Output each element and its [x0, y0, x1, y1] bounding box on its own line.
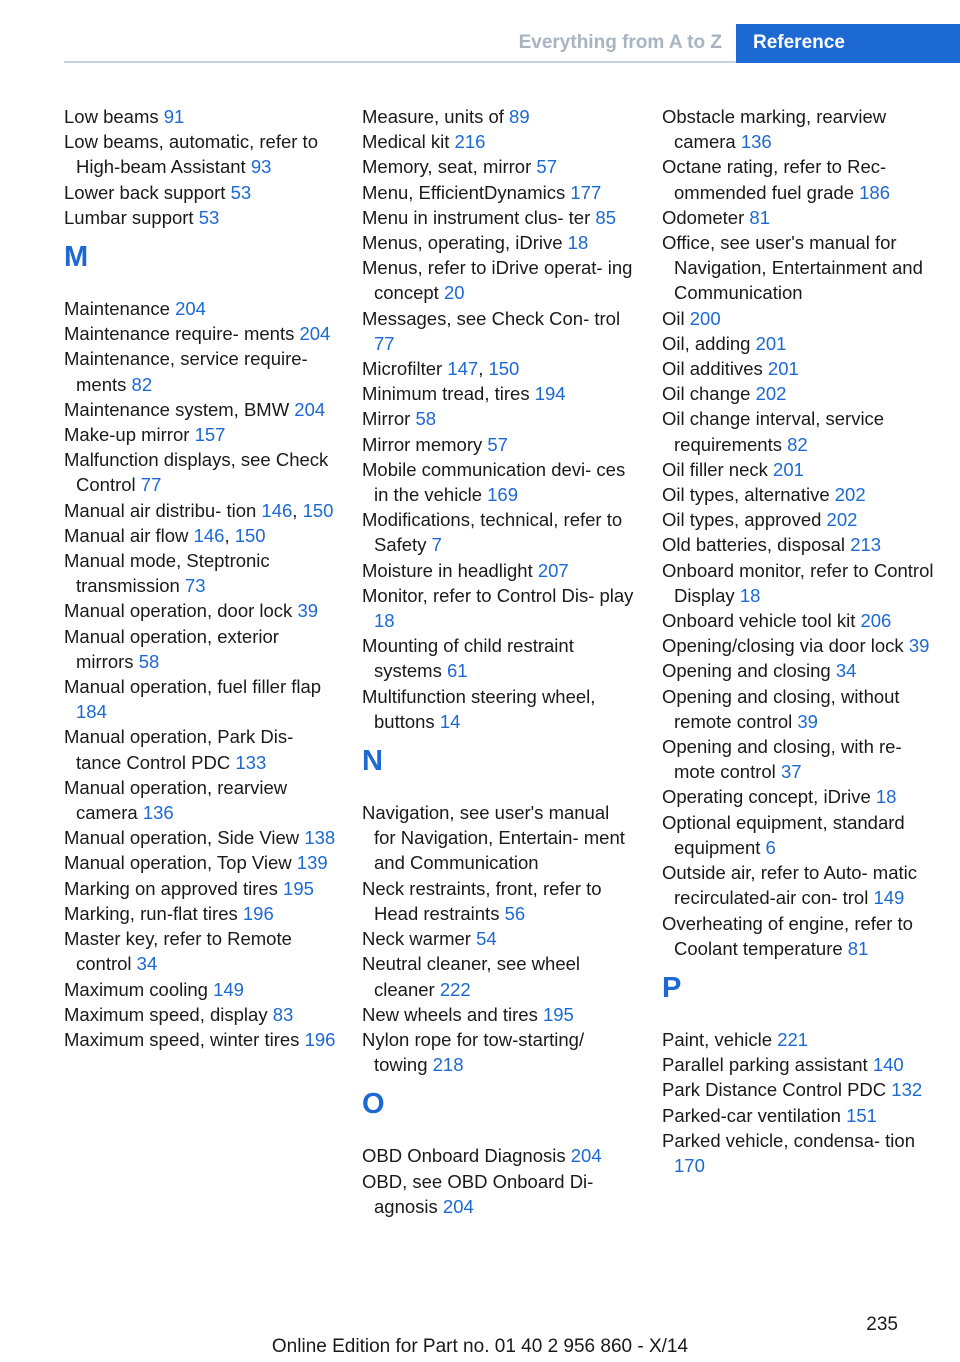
index-entry: [662, 457, 938, 482]
index-entry-text: Oil change: [662, 383, 751, 405]
page-link[interactable]: 140: [872, 1054, 904, 1076]
index-entry-text: Manual operation, Park Dis‐ tance Control PDC: [64, 726, 294, 773]
page-link[interactable]: 77: [140, 474, 162, 496]
index-entry: [662, 558, 938, 608]
page-link[interactable]: 201: [755, 332, 787, 354]
index-entry: [662, 684, 938, 734]
index-entry: [662, 1128, 938, 1178]
page-link[interactable]: 221: [777, 1028, 809, 1050]
page-link[interactable]: 201: [767, 358, 799, 380]
page-link[interactable]: 93: [250, 156, 272, 178]
index-entry: Microfilter 147, 150: [362, 358, 520, 380]
index-entry-text: Opening and closing: [662, 660, 831, 682]
page-link[interactable]: 184: [76, 701, 107, 723]
page-link[interactable]: 177: [570, 181, 602, 203]
index-entry: [662, 104, 938, 154]
index-entry-text: Minimum tread, tires: [362, 383, 530, 405]
page-link[interactable]: 204: [294, 398, 326, 420]
index-entry-text: Onboard monitor, refer to Control Display: [662, 559, 934, 606]
index-entry-text: Neck restraints, front, refer to Head restraints: [362, 877, 602, 924]
index-entry-text: Oil types, alternative: [662, 484, 830, 506]
page-link[interactable]: 34: [835, 660, 857, 682]
page-link[interactable]: 58: [138, 650, 160, 672]
index-entry-text: Menus, operating, iDrive: [362, 232, 563, 254]
index-entry: [64, 180, 336, 205]
index-column-3: [662, 104, 938, 1178]
index-entry: [64, 422, 336, 447]
page-link[interactable]: 207: [537, 559, 569, 581]
index-entry: [64, 825, 336, 850]
index-entry: [662, 154, 938, 204]
index-entry-text: Mirror memory: [362, 433, 483, 455]
index-entry: [662, 860, 938, 910]
page-link[interactable]: 6: [765, 836, 776, 858]
page-link[interactable]: 202: [834, 484, 866, 506]
index-entry-text: Odometer: [662, 206, 745, 228]
page-link[interactable]: 77: [374, 332, 395, 354]
index-entry: [362, 1143, 634, 1168]
index-entry: [362, 633, 634, 683]
page-link[interactable]: 149: [213, 978, 244, 1000]
index-entry-text: Make-up mirror: [64, 424, 190, 446]
footer-edition: Online Edition for Part no. 01 40 2 956 860 - X/14: [271, 1336, 689, 1357]
index-entry: [64, 926, 336, 976]
index-entry: [64, 205, 336, 230]
page-link[interactable]: 139: [296, 852, 328, 874]
index-entry-text: Manual air flow: [64, 524, 189, 546]
index-entry: [362, 104, 634, 129]
index-entry-text: Navigation, see user's manual for Navigation, Entertain‐ ment and Communication: [362, 802, 625, 874]
index-letter-heading: P: [662, 971, 682, 1004]
index-entry-text: New wheels and tires: [362, 1003, 538, 1025]
index-entry: [362, 926, 634, 951]
index-entry: [662, 1077, 938, 1102]
index-entry: [662, 306, 938, 331]
index-entry: [662, 205, 938, 230]
page-number: 235: [866, 1314, 898, 1335]
page-link[interactable]: 218: [432, 1054, 464, 1076]
page-link[interactable]: 133: [235, 751, 267, 773]
page-link[interactable]: 89: [509, 106, 530, 127]
index-entry: [362, 180, 634, 205]
index-entry-text: OBD Onboard Diagnosis: [362, 1145, 566, 1167]
index-entry-text: Messages, see Check Con‐ trol: [362, 307, 621, 329]
index-letter-heading: M: [64, 241, 89, 274]
index-entry-text: Manual air distribu‐ tion: [64, 499, 257, 521]
page-link[interactable]: 169: [487, 484, 518, 506]
index-letter-heading: N: [362, 745, 383, 778]
index-entry: [64, 901, 336, 926]
page-link[interactable]: 81: [749, 206, 770, 228]
index-entry: [362, 154, 634, 179]
index-entry: [64, 296, 336, 321]
page-link[interactable]: 136: [740, 131, 772, 153]
page-link[interactable]: 14: [439, 710, 461, 732]
page-link[interactable]: 147: [447, 358, 479, 380]
index-entry-text: Manual operation, Top View: [64, 852, 292, 874]
index-entry: [64, 624, 336, 674]
index-entry: [662, 381, 938, 406]
index-entry: [64, 977, 336, 1002]
page-link[interactable]: 138: [304, 827, 336, 849]
page-link[interactable]: 54: [476, 928, 497, 950]
page-link[interactable]: 18: [374, 610, 395, 632]
page-link[interactable]: 195: [542, 1003, 574, 1025]
index-entry: [64, 321, 336, 346]
index-entry: Manual air flow 146, 150: [64, 524, 266, 546]
page-link[interactable]: 57: [536, 156, 557, 178]
index-entry-text: OBD, see OBD Onboard Di‐ agnosis: [362, 1170, 594, 1217]
index-entry-text: Microfilter: [362, 358, 443, 380]
page-link[interactable]: 146: [193, 524, 225, 546]
index-entry: [662, 734, 938, 784]
page-link[interactable]: 204: [570, 1145, 602, 1167]
index-entry: [662, 658, 938, 683]
index-entry-text: Menu, EfficientDynamics: [362, 181, 566, 203]
index-letter-heading: O: [362, 1088, 385, 1121]
page-link[interactable]: 150: [302, 499, 334, 521]
index-entry-text: Opening and closing, without remote control: [662, 685, 900, 732]
index-entry: [362, 951, 634, 1001]
index-entry: [362, 230, 634, 255]
index-entry-text: Measure, units of: [362, 106, 504, 127]
index-entry-text: Lower back support: [64, 181, 226, 203]
index-entry-text: Operating concept, iDrive: [662, 786, 871, 808]
page-link[interactable]: 206: [860, 610, 892, 632]
index-entry: [362, 432, 634, 457]
index-entry-text: Master key, refer to Remote control: [64, 928, 292, 975]
page-link[interactable]: 73: [184, 575, 206, 597]
page-link[interactable]: 146: [261, 499, 293, 521]
index-entry-text: Oil types, approved: [662, 509, 822, 531]
index-column-2: [362, 104, 634, 1219]
page-link[interactable]: 150: [488, 358, 520, 380]
index-entry: [64, 548, 336, 598]
index-entry-text: Maintenance system, BMW: [64, 398, 290, 420]
index-entry: [362, 507, 634, 557]
index-entry-text: Manual mode, Steptronic transmission: [64, 550, 270, 597]
index-entry: [662, 1103, 938, 1128]
header-tab-reference: Reference: [736, 24, 960, 63]
index-entry: [362, 1027, 634, 1077]
page-link[interactable]: 34: [136, 953, 158, 975]
index-entry: [362, 255, 634, 305]
index-entry-text: Maintenance require‐ ments: [64, 323, 295, 345]
index-entry-text: Optional equipment, standard equipment: [662, 811, 905, 858]
page-link[interactable]: 83: [272, 1003, 294, 1025]
index-entry: [64, 850, 336, 875]
index-entry: [64, 598, 336, 623]
page-link[interactable]: 195: [283, 877, 314, 899]
index-entry-text: Maintenance: [64, 298, 170, 320]
page-link[interactable]: 196: [242, 902, 274, 924]
index-entry: [64, 346, 336, 396]
index-entry: [362, 129, 634, 154]
index-entry-text: Parallel parking assistant: [662, 1054, 868, 1076]
index-entry-text: Maximum speed, winter tires: [64, 1028, 300, 1050]
page-link[interactable]: 170: [674, 1154, 705, 1176]
page-link[interactable]: 213: [850, 534, 882, 556]
page-link[interactable]: 85: [595, 206, 616, 228]
page-link[interactable]: 37: [780, 761, 802, 783]
page-link[interactable]: 18: [875, 786, 897, 808]
index-entry: [64, 724, 336, 774]
page-link[interactable]: 200: [689, 307, 721, 329]
index-entry-text: Opening/closing via door lock: [662, 635, 904, 657]
index-entry: [362, 1169, 634, 1219]
page-link[interactable]: 56: [504, 902, 526, 924]
index-entry: [362, 457, 634, 507]
page-link[interactable]: 216: [454, 131, 486, 153]
index-entry: [662, 507, 938, 532]
index-entry-text: Parked-car ventilation: [662, 1104, 841, 1126]
index-entry: [362, 205, 634, 230]
index-entry-text: Neutral cleaner, see wheel cleaner: [362, 953, 581, 1000]
page-link[interactable]: 18: [567, 232, 589, 254]
page-link[interactable]: 39: [797, 710, 818, 732]
index-entry: [64, 775, 336, 825]
index-entry: [662, 482, 938, 507]
index-entry-text: Overheating of engine, refer to Coolant temperature: [662, 912, 913, 959]
index-entry-text: Oil additives: [662, 358, 763, 380]
page-link[interactable]: 201: [773, 458, 804, 480]
page-link[interactable]: 204: [175, 298, 206, 320]
index-entry-text: Park Distance Control PDC: [662, 1079, 887, 1101]
index-entry-text: Old batteries, disposal: [662, 534, 846, 556]
index-entry-text: Obstacle marking, rearview camera: [662, 106, 887, 153]
index-entry: [362, 406, 634, 431]
page-link[interactable]: 194: [534, 383, 566, 405]
index-entry-text: Mobile communication devi‐ ces in the vehicle: [362, 458, 626, 506]
index-entry-text: Maximum cooling: [64, 978, 208, 1000]
page-link[interactable]: 7: [431, 534, 442, 556]
page-link[interactable]: 39: [908, 635, 930, 657]
index-entry-text: Manual operation, door lock: [64, 600, 293, 622]
index-column-1: [64, 104, 336, 1052]
page-link[interactable]: 82: [787, 433, 808, 455]
index-entry-text: Onboard vehicle tool kit: [662, 610, 856, 632]
index-entry-text: Lumbar support: [64, 206, 194, 228]
index-entry: [662, 230, 938, 306]
page-link[interactable]: 132: [891, 1079, 923, 1101]
index-entry: [64, 129, 336, 179]
page-link[interactable]: 150: [234, 524, 266, 546]
page-link[interactable]: 149: [873, 887, 905, 909]
index-entry: [362, 800, 634, 876]
index-entry-text: Memory, seat, mirror: [362, 156, 532, 178]
index-entry-text: Marking on approved tires: [64, 877, 278, 899]
index-entry-text: Marking, run-flat tires: [64, 902, 238, 924]
index-entry: [64, 104, 336, 129]
page-link[interactable]: 186: [859, 181, 890, 203]
index-entry-text: Paint, vehicle: [662, 1028, 773, 1050]
index-entry: [362, 684, 634, 734]
index-entry-text: Monitor, refer to Control Dis‐ play: [362, 584, 634, 606]
page-link[interactable]: 157: [194, 424, 226, 446]
index-entry: [362, 1002, 634, 1027]
index-entry-text: Mirror: [362, 408, 411, 430]
index-entry: [662, 633, 938, 658]
index-entry-text: Medical kit: [362, 131, 450, 153]
index-entry-text: Oil: [662, 307, 685, 329]
index-entry: [64, 397, 336, 422]
index-entry-text: Nylon rope for tow-starting/ towing: [362, 1028, 585, 1076]
page-link[interactable]: 196: [304, 1028, 336, 1050]
index-entry-text: Manual operation, rearview camera: [64, 776, 288, 824]
index-entry: [662, 532, 938, 557]
page-link[interactable]: 39: [297, 600, 319, 622]
index-entry-text: Office, see user's manual for Navigation, Entertainment and Communication: [662, 232, 923, 304]
index-entry: [362, 876, 634, 926]
index-entry: [662, 356, 938, 381]
index-entry: [662, 784, 938, 809]
index-entry: [362, 558, 634, 583]
index-entry: [64, 1027, 336, 1052]
index-entry: [362, 306, 634, 356]
page-link[interactable]: 57: [487, 433, 508, 455]
page-link[interactable]: 204: [442, 1195, 474, 1217]
index-entry-text: Manual operation, fuel filler flap: [64, 676, 322, 698]
page-link[interactable]: 61: [446, 660, 468, 682]
header-section-title: Everything from A to Z: [518, 32, 722, 53]
page-link[interactable]: 202: [755, 383, 787, 405]
page-link[interactable]: 222: [439, 978, 471, 1000]
page-link[interactable]: 18: [739, 584, 761, 606]
index-entry-text: Parked vehicle, condensa‐ tion: [662, 1129, 915, 1151]
page-link[interactable]: 53: [230, 181, 252, 203]
page-link[interactable]: 202: [826, 509, 858, 531]
index-entry: [662, 1052, 938, 1077]
index-entry-text: Oil change interval, service requirements: [662, 408, 885, 455]
index-entry-text: Malfunction displays, see Check Control: [64, 449, 329, 496]
index-entry-text: Manual operation, exterior mirrors: [64, 625, 279, 672]
index-entry-text: Maintenance, service require‐ ments: [64, 348, 308, 395]
index-entry-text: Oil, adding: [662, 332, 751, 354]
page-link[interactable]: 53: [198, 206, 220, 228]
index-entry-text: Oil filler neck: [662, 458, 768, 480]
index-entry: [662, 810, 938, 860]
index-entry-text: Opening and closing, with re‐ mote control: [662, 736, 902, 783]
index-entry-text: Mounting of child restraint systems: [362, 635, 574, 682]
index-entry-text: Moisture in headlight: [362, 559, 533, 581]
index-entry-text: Multifunction steering wheel, buttons: [362, 685, 596, 732]
page-link[interactable]: 82: [131, 373, 153, 395]
index-entry: [64, 876, 336, 901]
index-entry-text: Octane rating, refer to Rec‐ ommended fuel grade: [662, 156, 887, 203]
page-link[interactable]: 81: [847, 937, 869, 959]
index-entry: [662, 331, 938, 356]
index-entry: Manual air distribu‐ tion 146, 150: [64, 499, 334, 521]
page-link[interactable]: 136: [142, 802, 174, 824]
page-link[interactable]: 151: [846, 1104, 877, 1126]
index-entry: [64, 1002, 336, 1027]
index-entry: [362, 583, 634, 633]
index-entry-text: Neck warmer: [362, 928, 471, 950]
index-entry-text: Menu in instrument clus‐ ter: [362, 206, 591, 228]
index-entry-text: Manual operation, Side View: [64, 827, 300, 849]
index-entry-text: Outside air, refer to Auto‐ matic recirculated-air con‐ trol: [662, 862, 917, 909]
index-entry: [662, 608, 938, 633]
index-entry-text: Maximum speed, display: [64, 1003, 268, 1025]
index-entry-text: Low beams: [64, 106, 159, 127]
page-link[interactable]: 20: [443, 282, 465, 304]
index-entry: [362, 381, 634, 406]
index-entry: [64, 447, 336, 497]
index-entry-text: Low beams, automatic, refer to High-beam Assistant: [64, 131, 318, 178]
index-entry-text: Menus, refer to iDrive operat‐ ing concept: [362, 257, 633, 304]
index-entry: [662, 406, 938, 456]
index-entry: [662, 911, 938, 961]
page-link[interactable]: 58: [415, 408, 437, 430]
page-link[interactable]: 91: [163, 106, 185, 127]
index-entry: [662, 1027, 938, 1052]
index-entry-text: Modifications, technical, refer to Safety: [362, 509, 623, 556]
index-entry: [64, 674, 336, 724]
page-link[interactable]: 204: [299, 323, 331, 345]
